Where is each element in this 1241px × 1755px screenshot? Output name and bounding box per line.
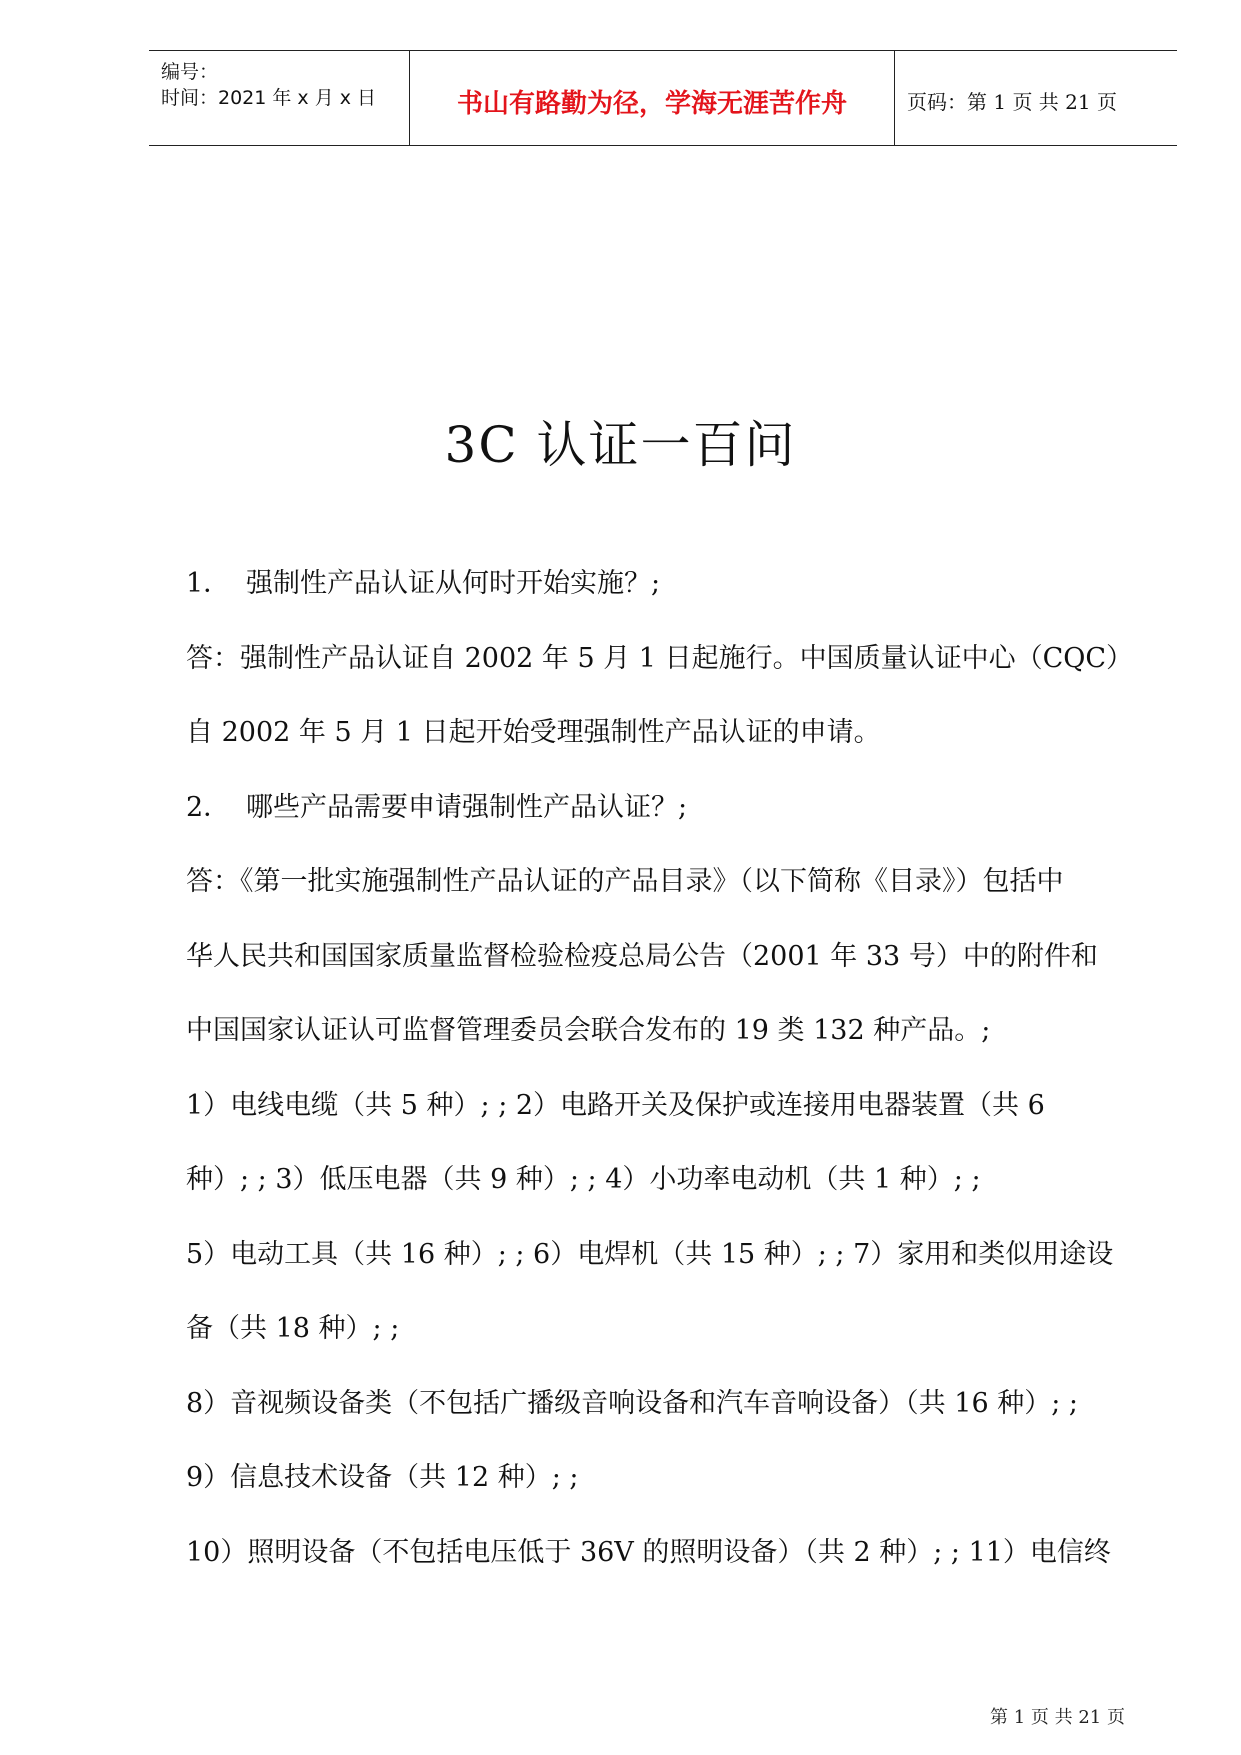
question-number: 2． [186, 791, 231, 823]
question-text: 哪些产品需要申请强制性产品认证？; [246, 791, 688, 823]
question-line [186, 560, 1186, 635]
question-line [186, 784, 1186, 859]
header-page-info: 页码：第 1 页 共 21 页 [907, 90, 1117, 114]
header-left-cell [149, 51, 409, 145]
body-line: 9）信息技术设备（共 12 种）; ; [186, 1462, 579, 1493]
body-line: 10）照明设备（不包括电压低于 36V 的照明设备）（共 2 种）; ; 11）电信终 [186, 1536, 1111, 1568]
question-number: 1． [186, 568, 231, 599]
body-line: 备（共 18 种）; ; [186, 1313, 400, 1344]
body-line: 中国国家认证认可监督管理委员会联合发布的 19 类 132 种产品。; [186, 1015, 991, 1046]
body-line: 1）电线电缆（共 5 种）; ; 2）电路开关及保护或连接用电器装置（共 6 [186, 1089, 1045, 1121]
page-header [149, 50, 1177, 146]
body-line: 华人民共和国国家质量监督检验检疫总局公告（2001 年 33 号）中的附件和 [186, 940, 1098, 972]
body-line: 8）音视频设备类（不包括广播级音响设备和汽车音响设备）（共 16 种）; ; [186, 1387, 1078, 1419]
header-motto: 书山有路勤为径，学海无涯苦作舟 [456, 89, 847, 119]
document-title: 3C 认证一百问 [444, 416, 797, 474]
page-footer: 第 1 页 共 21 页 [990, 1707, 1125, 1728]
header-number-label: 编号： [161, 61, 219, 83]
header-motto-cell [409, 51, 895, 145]
header-time-label: 时间：2021 年 x 月 x 日 [161, 87, 377, 109]
document-body [186, 560, 1186, 1603]
question-text: 强制性产品认证从何时开始实施？; [246, 568, 661, 599]
body-line: 自 2002 年 5 月 1 日起开始受理强制性产品认证的申请。 [186, 717, 881, 748]
body-line: 5）电动工具（共 16 种）; ; 6）电焊机（共 15 种）; ; 7）家用和类似用途设 [186, 1238, 1114, 1270]
header-page-cell [895, 51, 1177, 145]
body-line: 答：《第一批实施强制性产品认证的产品目录》（以下简称《目录》）包括中 [186, 866, 1064, 897]
body-line: 答：强制性产品认证自 2002 年 5 月 1 日起施行。中国质量认证中心（CQC） [186, 642, 1134, 674]
body-line: 种）; ; 3）低压电器（共 9 种）; ; 4）小功率电动机（共 1 种）; ; [186, 1164, 981, 1195]
